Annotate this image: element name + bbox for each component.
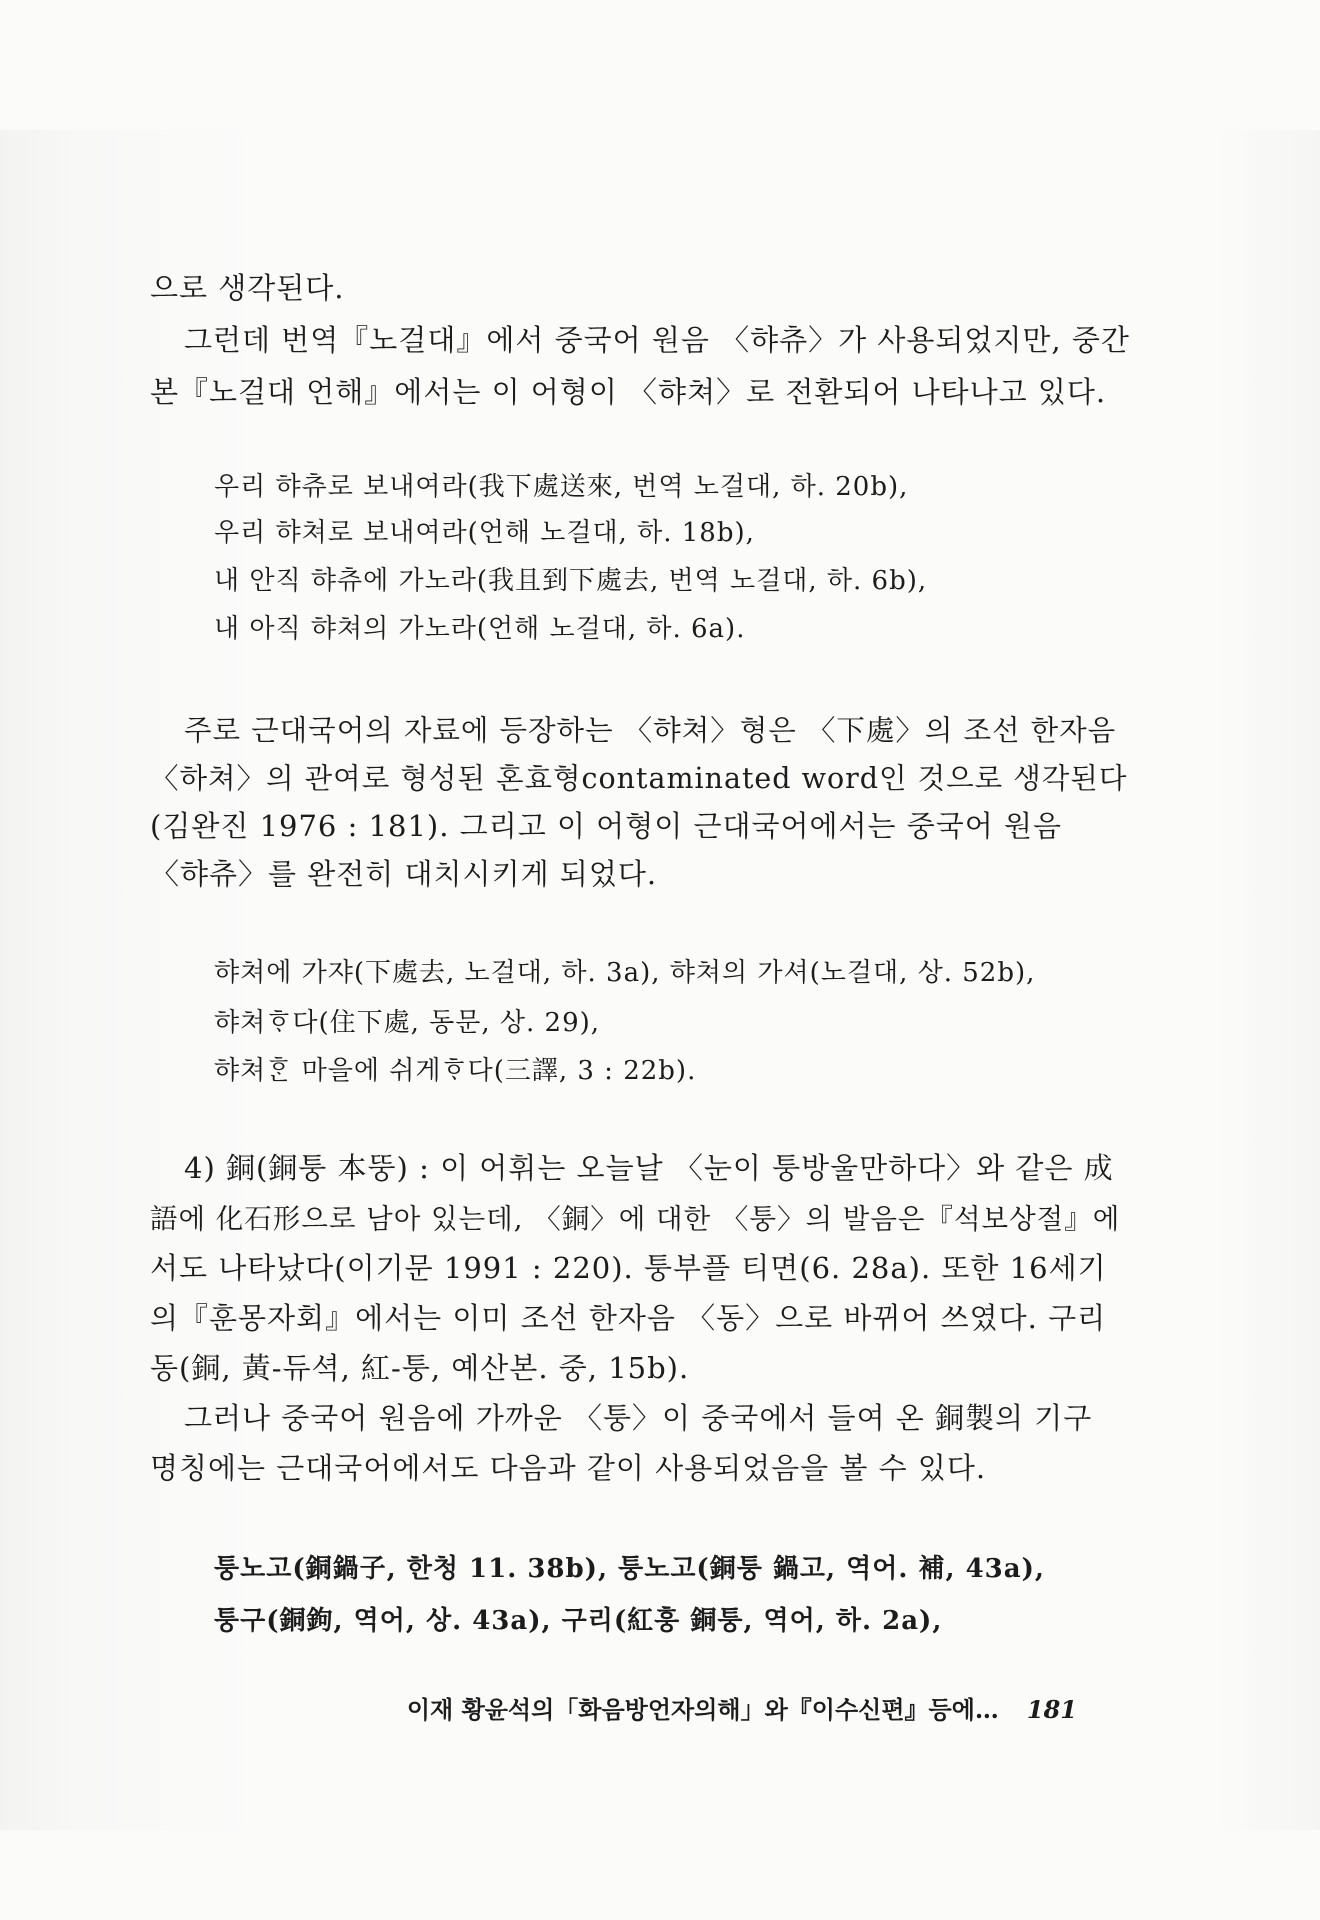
paragraph-line: 으로 생각된다.	[150, 271, 345, 305]
example-line: 햐쳐ᄒᆞ다(住下處, 동문, 상. 29),	[214, 1008, 601, 1038]
example-line: 내 안직 햐츄에 가노라(我且到下處去, 번역 노걸대, 하. 6b),	[214, 566, 928, 596]
example-line: 내 아직 햐쳐의 가노라(언해 노걸대, 하. 6a).	[214, 614, 746, 644]
example-line: 퉁구(銅鉤, 역어, 상. 43a), 구리(紅훙 銅퉁, 역어, 하. 2a),	[214, 1606, 943, 1636]
page-number: 181	[1026, 1695, 1077, 1724]
paragraph-line: 서도 나타났다(이기문 1991 : 220). 퉁부플 티면(6. 28a). 또한 16세기	[150, 1251, 1107, 1285]
paragraph-line: 의『훈몽자회』에서는 이미 조선 한자음 〈동〉으로 바뀌어 쓰였다. 구리	[150, 1301, 1107, 1335]
example-line: 퉁노고(銅鍋子, 한청 11. 38b), 퉁노고(銅퉁 鍋고, 역어. 補, 43a),	[214, 1554, 1045, 1584]
paragraph-line: 語에 化石形으로 남아 있는데, 〈銅〉에 대한 〈퉁〉의 발음은『석보상절』에	[150, 1203, 1121, 1235]
paragraph-line: (김완진 1976 : 181). 그리고 이 어형이 근대국어에서는 중국어 원음	[150, 809, 1063, 843]
example-line: 우리 햐츄로 보내여라(我下處送來, 번역 노걸대, 하. 20b),	[214, 472, 909, 502]
paragraph-line: 〈햐츄〉를 완전히 대치시키게 되었다.	[150, 857, 658, 891]
example-line: 우리 햐쳐로 보내여라(언해 노걸대, 하. 18b),	[214, 518, 755, 548]
paragraph-line: 본『노걸대 언해』에서는 이 어형이 〈햐쳐〉로 전환되어 나타나고 있다.	[150, 375, 1107, 409]
paragraph-line: 그런데 번역『노걸대』에서 중국어 원음 〈햐츄〉가 사용되었지만, 중간	[184, 323, 1130, 357]
example-line: 햐쳐ᄒᆞᆫ 마을에 쉬게ᄒᆞ다(三譯, 3 : 22b).	[214, 1056, 697, 1086]
paragraph-line: 명칭에는 근대국어에서도 다음과 같이 사용되었음을 볼 수 있다.	[150, 1451, 987, 1485]
paragraph-line: 4) 銅(銅퉁 本뚱) : 이 어휘는 오늘날 〈눈이 퉁방울만하다〉와 같은 成	[184, 1151, 1114, 1185]
paragraph-line: 〈하쳐〉의 관여로 형성된 혼효형contaminated word인 것으로 생각된다	[150, 762, 1128, 795]
running-title: 이재 황윤석의「화음방언자의해」와『이수신편』등에…	[406, 1695, 999, 1724]
paragraph-line: 주로 근대국어의 자료에 등장하는 〈햐쳐〉형은 〈下處〉의 조선 한자음	[184, 714, 1117, 747]
page-footer	[407, 1690, 1077, 1725]
paragraph-line: 동(銅, 黃-듀셕, 紅-퉁, 예산본. 중, 15b).	[150, 1351, 690, 1385]
example-line: 햐쳐에 가쟈(下處去, 노걸대, 하. 3a), 햐쳐의 가셔(노걸대, 상. 52b),	[214, 958, 1036, 988]
paragraph-line: 그러나 중국어 원음에 가까운 〈퉁〉이 중국에서 들여 온 銅製의 기구	[184, 1401, 1093, 1435]
